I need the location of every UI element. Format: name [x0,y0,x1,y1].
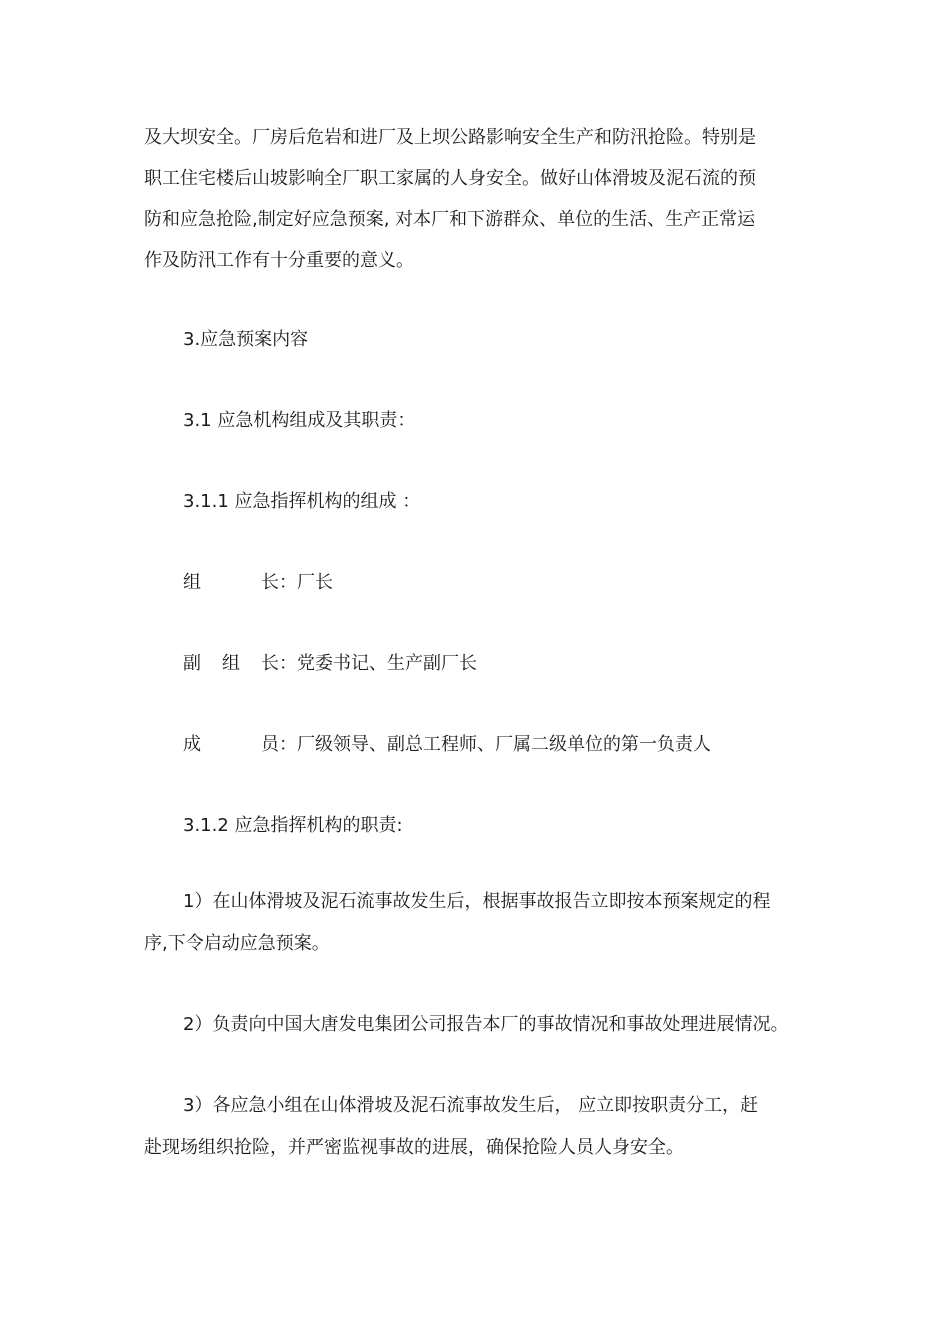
role-members-char-1: 成 [183,734,201,755]
intro-line-4: 作及防汛工作有十分重要的意义。 [144,250,414,271]
section-3-1-2-heading: 3.1.2 应急指挥机构的职责: [183,815,403,836]
duty-1-line-1: 1）在山体滑坡及泥石流事故发生后，根据事故报告立即按本预案规定的程 [183,891,771,912]
section-3-1-1-heading: 3.1.1 应急指挥机构的组成 ： [183,491,421,512]
role-deputy-char-2: 组 [222,653,240,674]
section-3-heading: 3.应急预案内容 [183,329,309,350]
role-leader-char-1: 组 [183,572,201,593]
duty-3-line-2: 赴现场组织抢险，并严密监视事故的进展，确保抢险人员人身安全。 [144,1137,684,1158]
role-deputy-value: ：党委书记、生产副厂长 [279,653,477,674]
intro-line-3: 防和应急抢险,制定好应急预案, 对本厂和下游群众、单位的生活、生产正常运 [144,209,756,230]
role-deputy-char-3: 长 [261,653,279,674]
role-leader-char-3: 长 [261,572,279,593]
role-leader-value: ：厂长 [279,572,333,593]
intro-line-1: 及大坝安全。厂房后危岩和进厂及上坝公路影响安全生产和防汛抢险。特别是 [144,127,756,148]
intro-line-2: 职工住宅楼后山坡影响全厂职工家属的人身安全。做好山体滑坡及泥石流的预 [144,168,756,189]
role-members-char-3: 员 [261,734,279,755]
section-3-1-heading: 3.1 应急机构组成及其职责： [183,410,416,431]
duty-1-line-2: 序,下令启动应急预案。 [144,933,330,954]
role-members-value: ：厂级领导、副总工程师、厂属二级单位的第一负责人 [279,734,711,755]
duty-2-line-1: 2）负责向中国大唐发电集团公司报告本厂的事故情况和事故处理进展情况。 [183,1014,789,1035]
role-deputy-char-1: 副 [183,653,201,674]
duty-3-line-1: 3）各应急小组在山体滑坡及泥石流事故发生后， 应立即按职责分工，赶 [183,1095,759,1116]
